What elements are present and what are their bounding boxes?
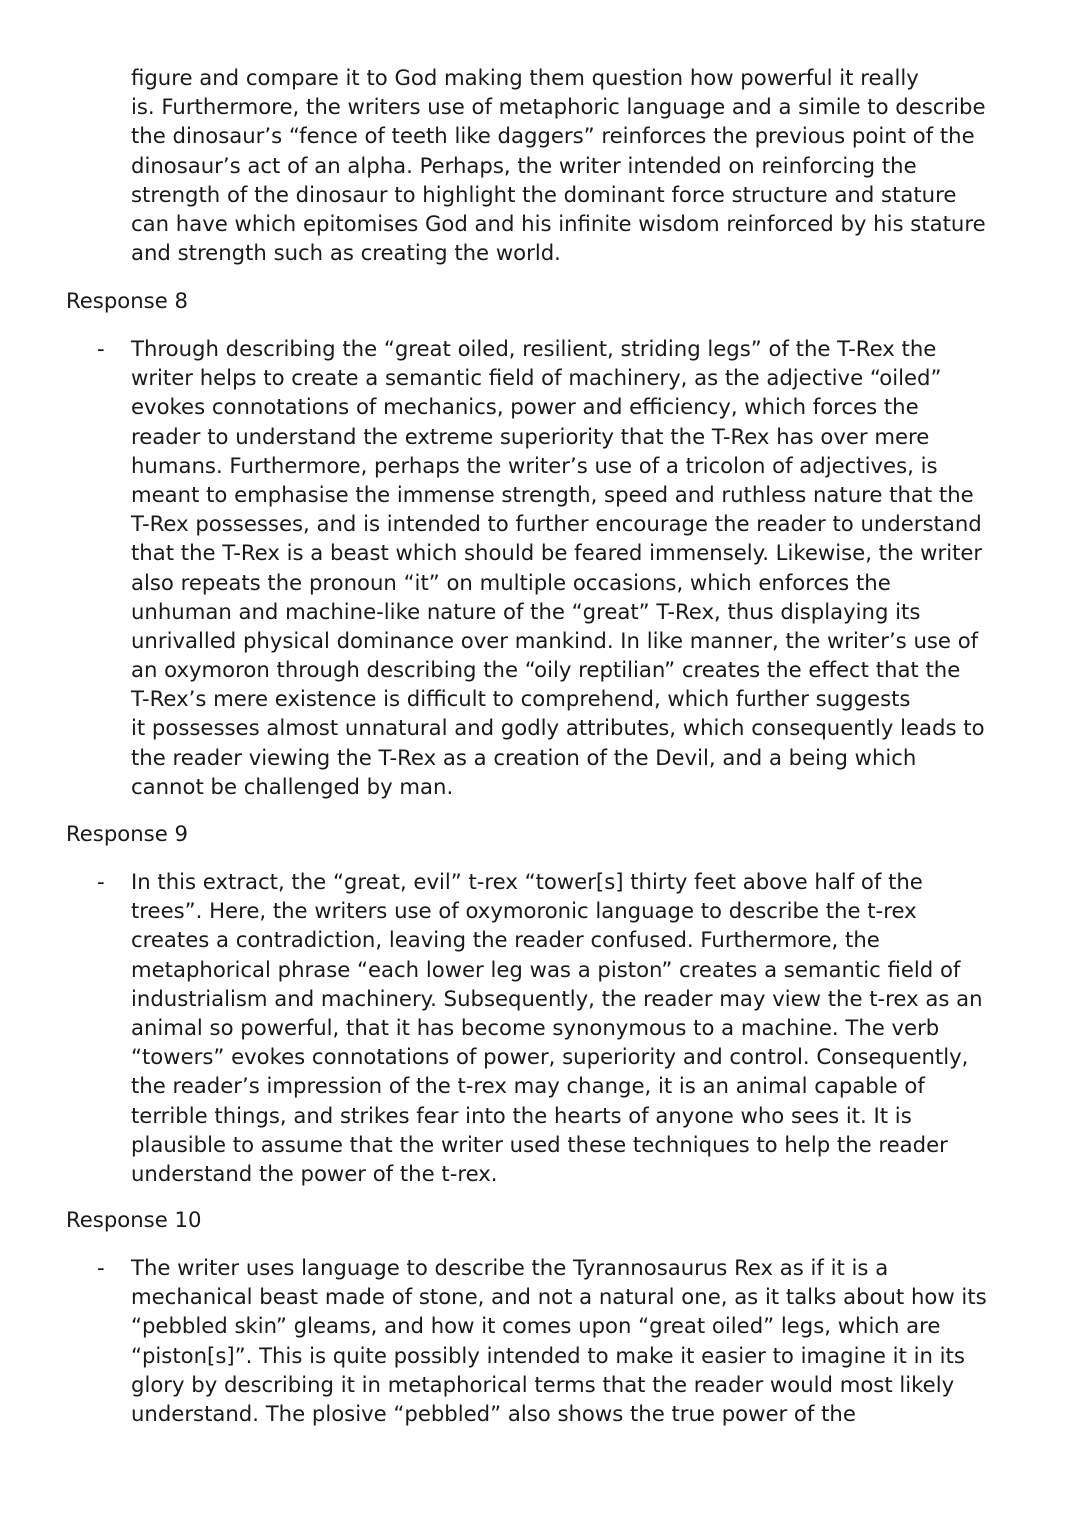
text-line: figure and compare it to God making them question how powerful it really bbox=[131, 65, 919, 90]
text-line: glory by describing it in metaphorical terms that the reader would most likely bbox=[131, 1371, 955, 1397]
text-line: the dinosaur’s “fence of teeth like daggers” reinforces the previous point of the bbox=[131, 123, 975, 149]
text-line: meant to emphasise the immense strength, speed and ruthless nature that the bbox=[131, 481, 974, 507]
text-line: mechanical beast made of stone, and not a natural one, as it talks about how its bbox=[131, 1284, 987, 1310]
response-10-heading: Response 10 bbox=[66, 1207, 202, 1232]
response-10-paragraph bbox=[131, 1253, 1031, 1428]
text-line: that the T-Rex is a beast which should be feared immensely. Likewise, the writer bbox=[131, 540, 983, 566]
text-line: “towers” evokes connotations of power, superiority and control. Consequently, bbox=[131, 1044, 969, 1070]
text-line: cannot be challenged by man. bbox=[131, 773, 454, 799]
text-line: Through describing the “great oiled, resilient, striding legs” of the T-Rex the bbox=[131, 336, 937, 361]
text-line: “pebbled skin” gleams, and how it comes upon “great oiled” legs, which are bbox=[131, 1313, 941, 1339]
text-line: In this extract, the “great, evil” t-rex “tower[s] thirty feet above half of the bbox=[131, 869, 923, 894]
text-line: and strength such as creating the world. bbox=[131, 240, 561, 266]
response-9-paragraph bbox=[131, 867, 1031, 1188]
text-line: understand. The plosive “pebbled” also shows the true power of the bbox=[131, 1400, 856, 1426]
text-line: terrible things, and strikes fear into the hearts of anyone who sees it. It is bbox=[131, 1102, 912, 1128]
text-line: metaphorical phrase “each lower leg was a piston” creates a semantic field of bbox=[131, 956, 961, 982]
text-line: the reader’s impression of the t-rex may change, it is an animal capable of bbox=[131, 1073, 925, 1099]
text-line: dinosaur’s act of an alpha. Perhaps, the writer intended on reinforcing the bbox=[131, 152, 917, 178]
response-8-paragraph bbox=[131, 334, 1031, 801]
response-8-bullet: - bbox=[97, 336, 105, 361]
text-line: The writer uses language to describe the Tyrannosaurus Rex as if it is a bbox=[131, 1255, 889, 1280]
text-line: industrialism and machinery. Subsequently, the reader may view the t-rex as an bbox=[131, 985, 983, 1011]
text-line: humans. Furthermore, perhaps the writer’s use of a tricolon of adjectives, is bbox=[131, 452, 938, 478]
response-9-bullet: - bbox=[97, 869, 105, 894]
text-line: animal so powerful, that it has become synonymous to a machine. The verb bbox=[131, 1014, 940, 1040]
text-line: unrivalled physical dominance over mankind. In like manner, the writer’s use of bbox=[131, 627, 979, 653]
text-line: plausible to assume that the writer used these techniques to help the reader bbox=[131, 1131, 948, 1157]
text-line: an oxymoron through describing the “oily reptilian” creates the effect that the bbox=[131, 657, 961, 683]
text-line: T-Rex possesses, and is intended to further encourage the reader to understand bbox=[131, 511, 982, 537]
text-line: T-Rex’s mere existence is difficult to comprehend, which further suggests bbox=[131, 686, 911, 712]
text-line: the reader viewing the T-Rex as a creation of the Devil, and a being which bbox=[131, 744, 917, 770]
text-line: writer helps to create a semantic field of machinery, as the adjective “oiled” bbox=[131, 365, 942, 391]
text-line: reader to understand the extreme superiority that the T-Rex has over mere bbox=[131, 423, 930, 449]
text-line: creates a contradiction, leaving the reader confused. Furthermore, the bbox=[131, 927, 880, 953]
text-line: is. Furthermore, the writers use of metaphoric language and a simile to describe bbox=[131, 94, 986, 120]
text-line: evokes connotations of mechanics, power and efficiency, which forces the bbox=[131, 394, 919, 420]
text-line: strength of the dinosaur to highlight the dominant force structure and stature bbox=[131, 181, 957, 207]
text-line: unhuman and machine-like nature of the “great” T-Rex, thus displaying its bbox=[131, 598, 921, 624]
text-line: also repeats the pronoun “it” on multiple occasions, which enforces the bbox=[131, 569, 891, 595]
text-line: understand the power of the t-rex. bbox=[131, 1160, 498, 1186]
response-9-heading: Response 9 bbox=[66, 821, 188, 846]
text-line: it possesses almost unnatural and godly attributes, which consequently leads to bbox=[131, 715, 985, 741]
text-line: can have which epitomises God and his infinite wisdom reinforced by his stature bbox=[131, 210, 986, 236]
text-line: trees”. Here, the writers use of oxymoronic language to describe the t-rex bbox=[131, 898, 917, 924]
response-8-heading: Response 8 bbox=[66, 288, 188, 313]
response-10-bullet: - bbox=[97, 1255, 105, 1280]
text-line: “piston[s]”. This is quite possibly intended to make it easier to imagine it in its bbox=[131, 1342, 965, 1368]
intro-paragraph bbox=[131, 63, 1031, 267]
